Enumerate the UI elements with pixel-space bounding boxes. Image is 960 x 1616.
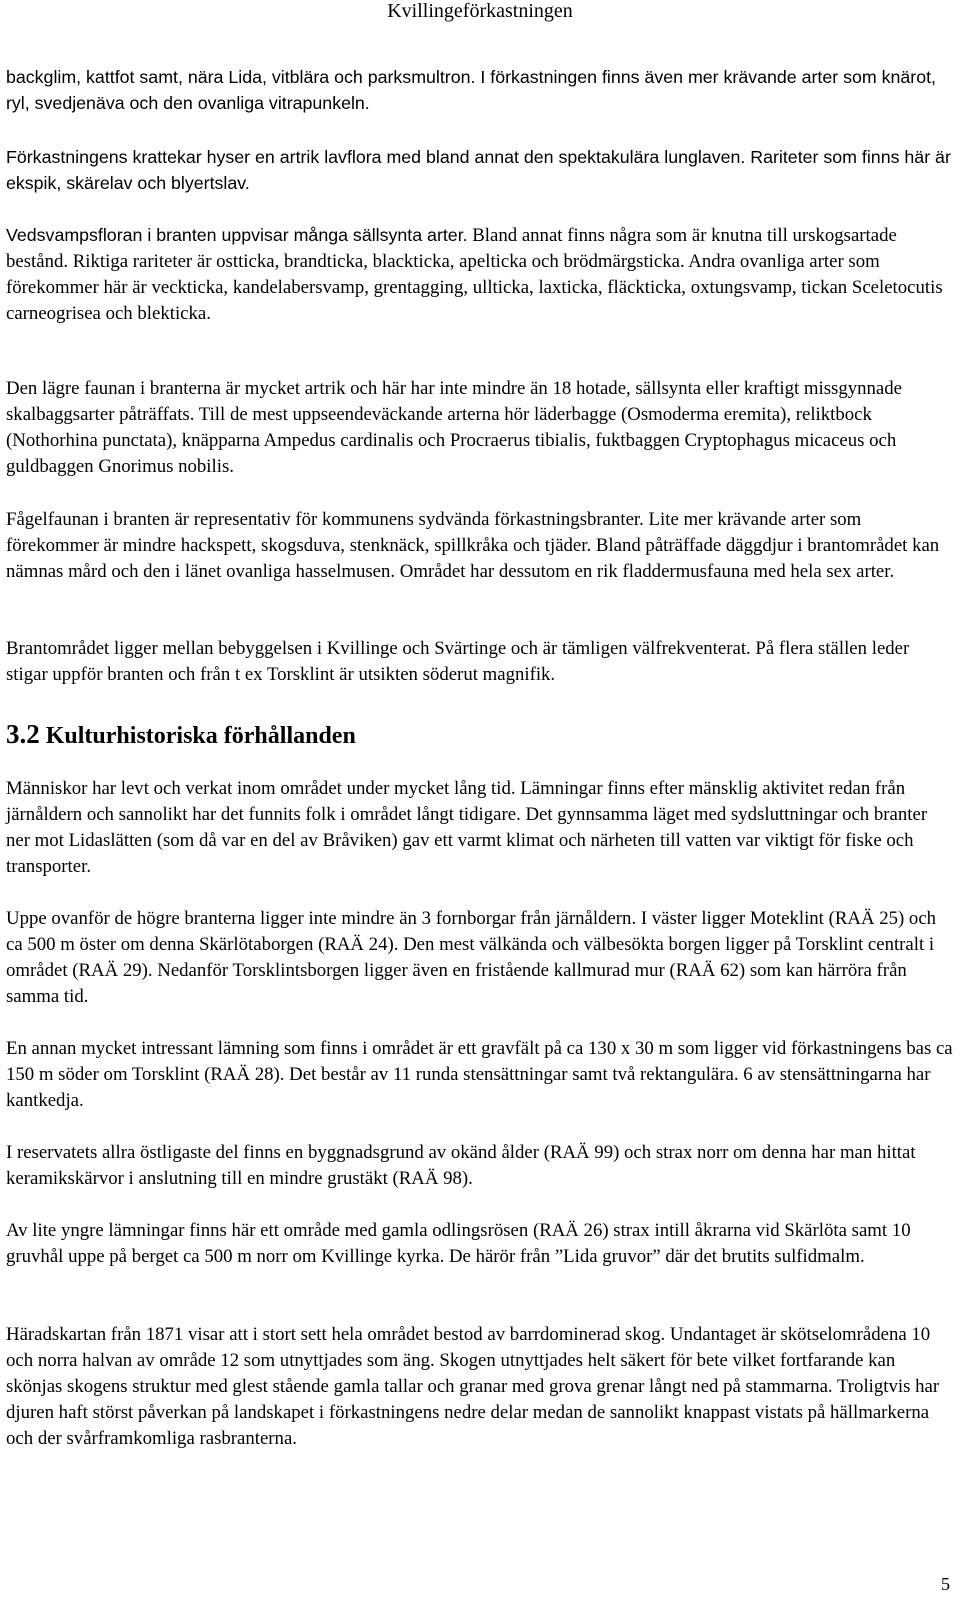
- paragraph-4: Den lägre faunan i branterna är mycket artrik och här har inte mindre än 18 hotade, sällsynta eller kraftigt missgynnade skalbaggsarter påträffats. Till de mest uppseendeväckande arterna hör läderbagge (Osmoderma eremita), reliktbock (Nothorhina punctata), knäpparna Ampedus cardinalis och Procraerus tibialis, fuktbaggen Cryptophagus micaceus och guldbaggen Gnorimus nobilis.: [6, 378, 902, 477]
- paragraph-11: Av lite yngre lämningar finns här ett område med gamla odlingsrösen (RAÄ 26) strax intill åkrarna vid Skärlöta samt 10 gruvhål uppe på berget ca 500 m norr om Kvillinge kyrka. De härör från ”Lida gruvor” där det brutits sulfidmalm.: [6, 1220, 911, 1267]
- paragraph-3-lead: Vedsvampsfloran i branten uppvisar många sällsynta arter.: [6, 225, 468, 245]
- paragraph-5: Fågelfaunan i branten är representativ för kommunens sydvända förkastningsbranter. Lite mer krävande arter som förekommer är mindre hackspett, skogsduva, stenknäck, spillkråka och tjäder. Bland påträffade däggdjur i brantområdet kan nämnas mård och den i länet ovanliga hasselmusen. Området har dessutom en rik fladdermusfauna med hela sex arter.: [6, 509, 940, 582]
- paragraph-3: [6, 222, 954, 327]
- paragraph-3-rest: Bland annat finns några som är knutna till urskogsartade bestånd. Riktiga rariteter är ostticka, brandticka, blackticka, apelticka och brödmärgsticka. Andra ovanliga arter som förekommer här är veckticka, kandelabersvamp, grentagging, ullticka, laxticka, fläckticka, oxtungsvamp, tickan Sceletocutis carneogrisea och blekticka.: [6, 225, 943, 324]
- paragraph-1: backglim, kattfot samt, nära Lida, vitblära och parksmultron. I förkastningen finns även mer krävande arter som knärot, ryl, svedjenäva och den ovanliga vitrapunkeln.: [6, 67, 936, 113]
- paragraph-9: En annan mycket intressant lämning som finns i området är ett gravfält på ca 130 x 30 m som ligger vid förkastningens bas ca 150 m söder om Torsklint (RAÄ 28). Det består av 11 runda stensättningar samt två rektangulära. 6 av stensättningarna har kantkedja.: [6, 1038, 953, 1111]
- section-number: 3.2: [6, 719, 40, 749]
- running-header: Kvillingeförkastningen: [387, 0, 573, 22]
- paragraph-7: Människor har levt och verkat inom området under mycket lång tid. Lämningar finns efter mänsklig aktivitet redan från järnåldern och sannolikt har det funnits folk i området långt tidigare. Det gynnsamma läget med sydsluttningar och branter ner mot Lidaslätten (som då var en del av Bråviken) gav ett varmt klimat och närheten till vatten var viktigt för fiske och transporter.: [6, 778, 928, 877]
- page-number: 5: [941, 1574, 950, 1594]
- paragraph-10: I reservatets allra östligaste del finns en byggnadsgrund av okänd ålder (RAÄ 99) och strax norr om denna har man hittat keramikskärvor i anslutning till en mindre grustäkt (RAÄ 98).: [6, 1142, 916, 1189]
- paragraph-2: Förkastningens krattekar hyser en artrik lavflora med bland annat den spektakulära lunglaven. Rariteter som finns här är ekspik, skärelav och blyertslav.: [6, 147, 951, 193]
- paragraph-8: Uppe ovanför de högre branterna ligger inte mindre än 3 fornborgar från järnåldern. I väster ligger Moteklint (RAÄ 25) och ca 500 m öster om denna Skärlötaborgen (RAÄ 24). Den mest välkända och välbesökta borgen ligger på Torsklint centralt i området (RAÄ 29). Nedanför Torsklintsborgen ligger även en fristående kallmurad mur (RAÄ 62) som kan härröra från samma tid.: [6, 908, 937, 1007]
- section-heading: [6, 716, 356, 754]
- paragraph-12: Häradskartan från 1871 visar att i stort sett hela området bestod av barrdominerad skog. Undantaget är skötselområdena 10 och norra halvan av område 12 som utnyttjades som äng. Skogen utnyttjades helt säkert för bete vilket fortfarande kan skönjas skogens struktur med glest stående gamla tallar och granar med grova grenar långt ned på stammarna. Troligtvis har djuren haft störst påverkan på landskapet i förkastningens nedre delar medan de sannolikt knappast vistats på hällmarkerna och der svårframkomliga rasbranterna.: [6, 1324, 940, 1449]
- paragraph-6: Brantområdet ligger mellan bebyggelsen i Kvillinge och Svärtinge och är tämligen välfrekventerat. På flera ställen leder stigar uppför branten och från t ex Torsklint är utsikten söderut magnifik.: [6, 638, 910, 685]
- section-title: Kulturhistoriska förhållanden: [45, 723, 356, 749]
